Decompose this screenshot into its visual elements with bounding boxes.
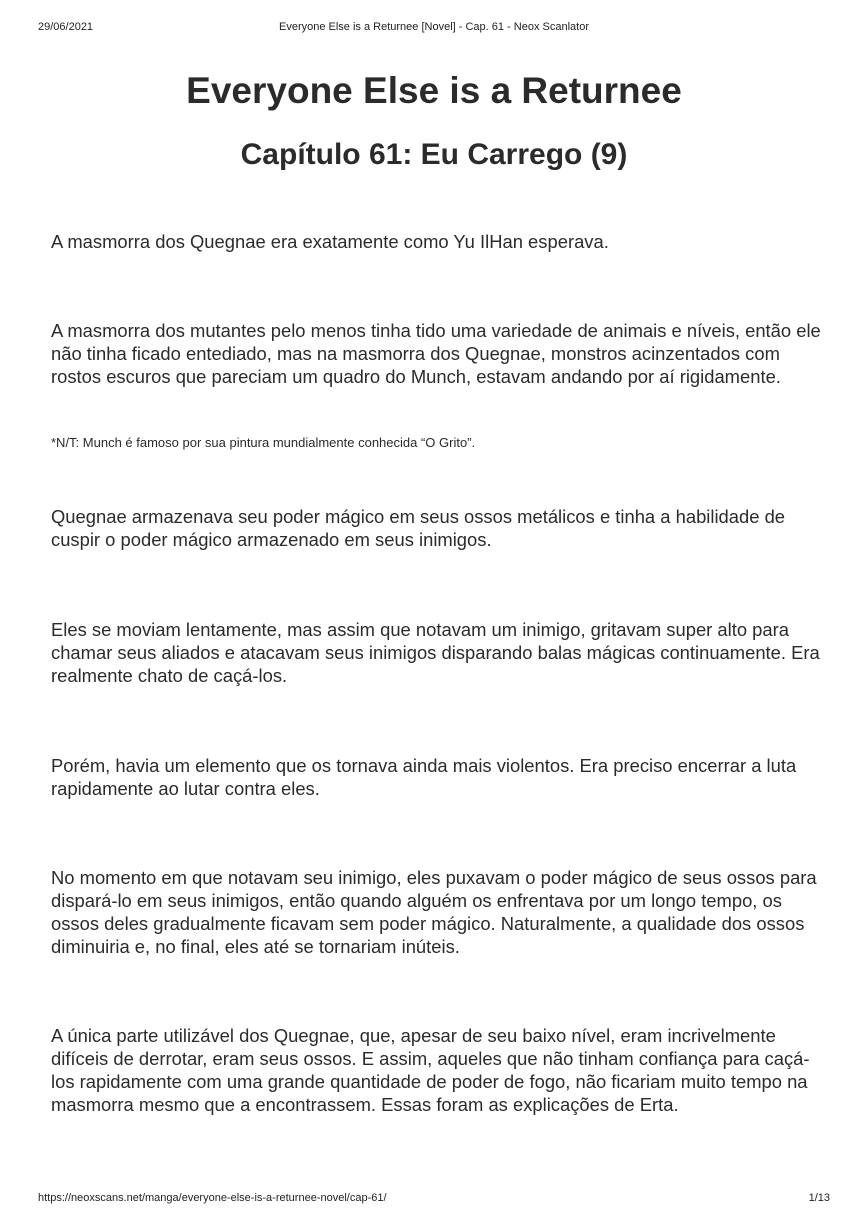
paragraph-6: No momento em que notavam seu inimigo, eles puxavam o poder mágico de seus ossos para dispará-lo em seus inimigos, então quando alguém os enfrentava por um longo tempo, os ossos deles gradualmente ficavam sem poder mágico. Naturalmente, a qualidade dos ossos diminuiria e, no final, eles até se tornariam inúteis. bbox=[51, 867, 817, 957]
paragraph-5: Porém, havia um elemento que os tornava ainda mais violentos. Era preciso encerrar a luta rapidamente ao lutar contra eles. bbox=[51, 755, 797, 799]
print-footer-url: https://neoxscans.net/manga/everyone-else-is-a-returnee-novel/cap-61/ bbox=[38, 1192, 387, 1204]
translator-note: *N/T: Munch é famoso por sua pintura mundialmente conhecida “O Grito”. bbox=[51, 435, 476, 450]
print-date: 29/06/2021 bbox=[38, 21, 94, 33]
page-number: 1/13 bbox=[808, 1192, 830, 1204]
paragraph-4: Eles se moviam lentamente, mas assim que notavam um inimigo, gritavam super alto para chamar seus aliados e atacavam seus inimigos disparando balas mágicas continuamente. Era realmente chato de caçá-los. bbox=[51, 619, 820, 686]
paragraph-1: A masmorra dos Quegnae era exatamente como Yu IlHan esperava. bbox=[51, 231, 609, 252]
chapter-title: Capítulo 61: Eu Carrego (9) bbox=[240, 138, 628, 171]
novel-title: Everyone Else is a Returnee bbox=[186, 70, 682, 111]
paragraph-2: A masmorra dos mutantes pelo menos tinha tido uma variedade de animais e níveis, então ele não tinha ficado entediado, mas na masmorra dos Quegnae, monstros acinzentados com rostos escuros que pareciam um quadro do Munch, estavam andando por aí rigidamente. bbox=[51, 320, 821, 387]
paragraph-3: Quegnae armazenava seu poder mágico em seus ossos metálicos e tinha a habilidade de cuspir o poder mágico armazenado em seus inimigos. bbox=[51, 506, 786, 550]
paragraph-7: A única parte utilizável dos Quegnae, que, apesar de seu baixo nível, eram incrivelmente difíceis de derrotar, eram seus ossos. E assim, aqueles que não tinham confiança para caçá-los rapidamente com uma grande quantidade de poder de fogo, não ficariam muito tempo na masmorra mesmo que a encontrassem. Essas foram as explicações de Erta. bbox=[51, 1025, 810, 1115]
print-header-title: Everyone Else is a Returnee [Novel] - Cap. 61 - Neox Scanlator bbox=[279, 21, 589, 33]
